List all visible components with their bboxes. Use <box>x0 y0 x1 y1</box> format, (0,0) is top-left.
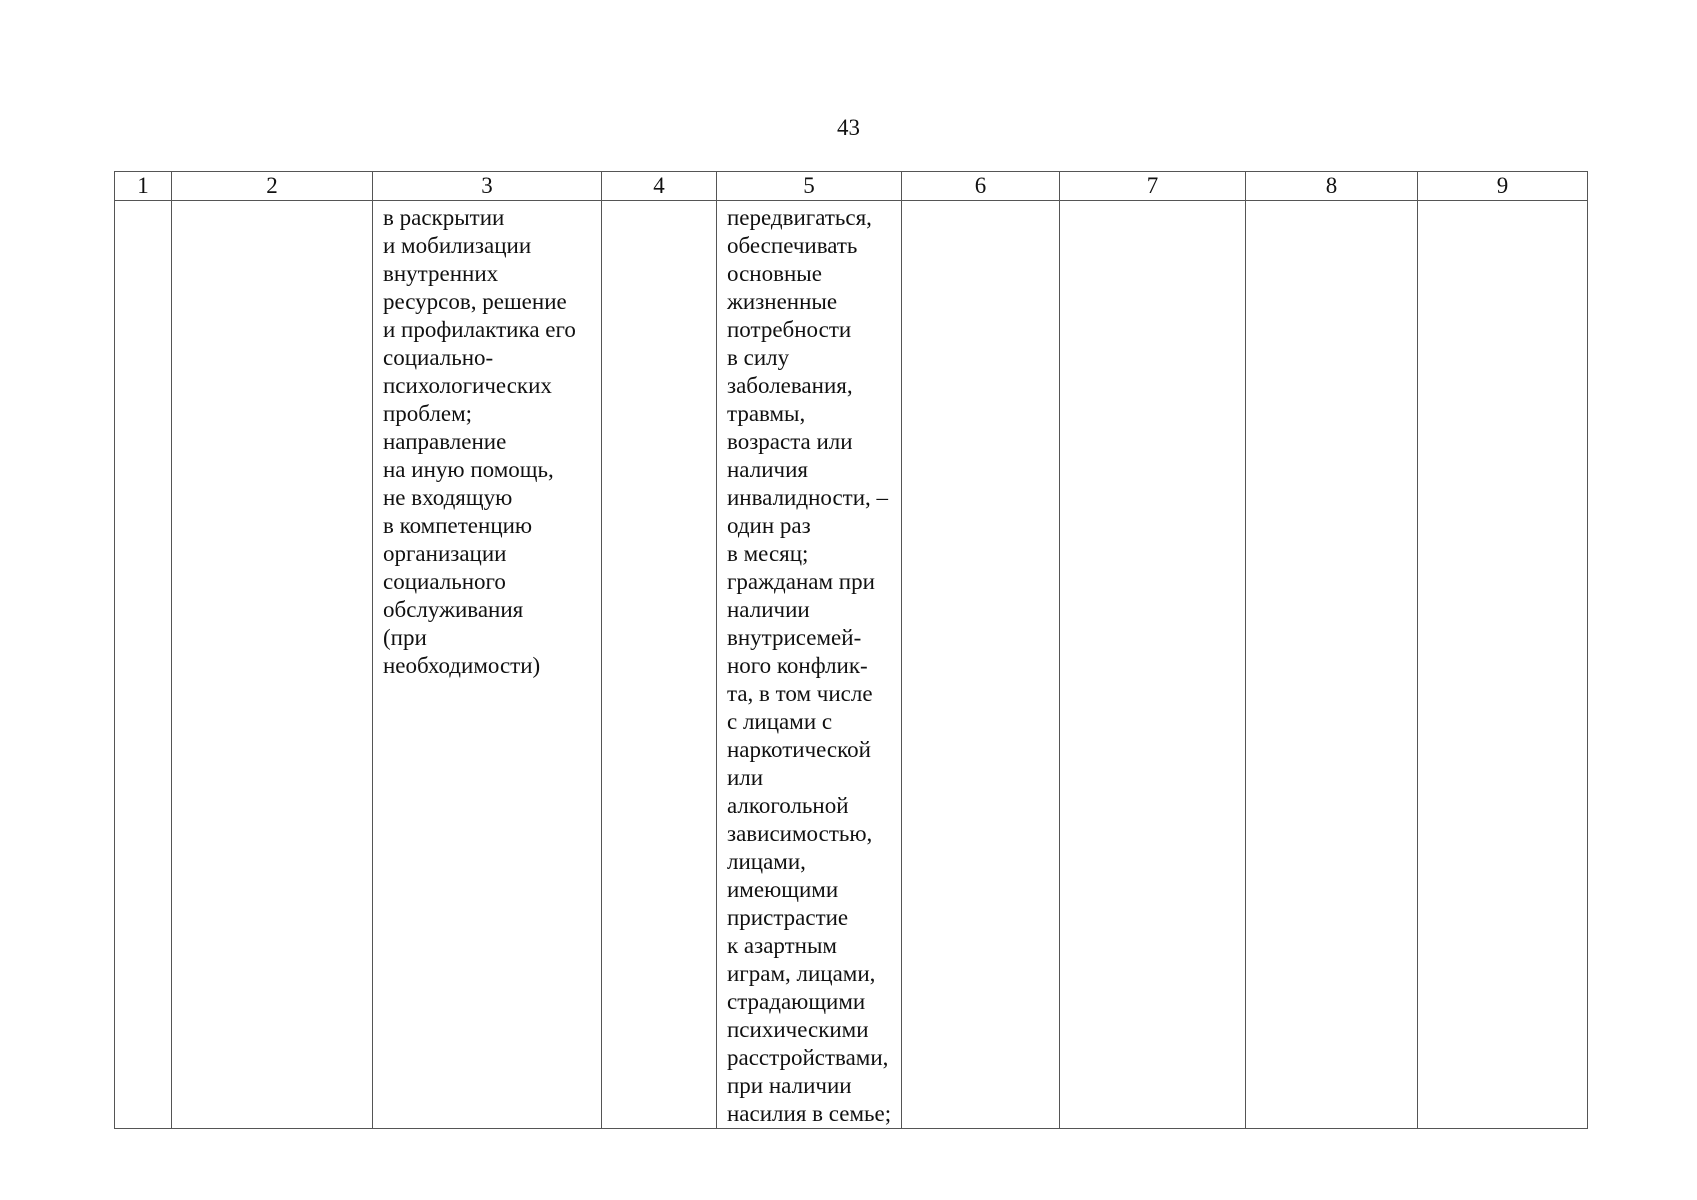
cell-text-service-description: в раскрытии и мобилизации внутренних ресурсов, решение и профилактика его социально- психологических проблем; направление на иную помощь, не входящую в компетенцию организации социального обслуживания (при необходимости) <box>383 205 576 678</box>
column-header-5: 5 <box>717 172 902 201</box>
table-cell-col9 <box>1418 201 1588 1129</box>
header-row <box>115 172 1588 201</box>
cell-text <box>902 201 1059 204</box>
cell-text <box>1246 201 1417 204</box>
column-header-6: 6 <box>902 172 1060 201</box>
page-number: 43 <box>837 115 860 140</box>
document-table <box>114 171 1588 1129</box>
table-cell-col8 <box>1246 201 1418 1129</box>
table-row <box>115 201 1588 1129</box>
cell-text-recipients: передвигаться, обеспечивать основные жизненные потребности в силу заболевания, травмы, возраста или наличия инвалидности, – один раз в месяц; гражданам при наличии внутрисемей- ного конфлик- та, в том числе с лицами с наркотической или алкогольной зависимостью, лицами, имеющими пристрастие к азартным играм, лицами, страдающими психическими расстройствами, при наличии насилия в семье; <box>727 205 892 1126</box>
cell-text <box>172 201 372 204</box>
column-header-8: 8 <box>1246 172 1418 201</box>
cell-text <box>1060 201 1245 204</box>
column-header-4: 4 <box>602 172 717 201</box>
table-cell-col3 <box>373 201 602 1129</box>
cell-text <box>115 201 171 204</box>
column-header-2: 2 <box>172 172 373 201</box>
cell-text <box>1418 201 1587 204</box>
table-cell-col6 <box>902 201 1060 1129</box>
table-cell-col4 <box>602 201 717 1129</box>
table-cell-col1 <box>115 201 172 1129</box>
table-cell-col2 <box>172 201 373 1129</box>
cell-text <box>602 201 716 204</box>
column-header-3: 3 <box>373 172 602 201</box>
table-cell-col7 <box>1060 201 1246 1129</box>
column-header-1: 1 <box>115 172 172 201</box>
column-header-9: 9 <box>1418 172 1588 201</box>
table-cell-col5 <box>717 201 902 1129</box>
column-header-7: 7 <box>1060 172 1246 201</box>
